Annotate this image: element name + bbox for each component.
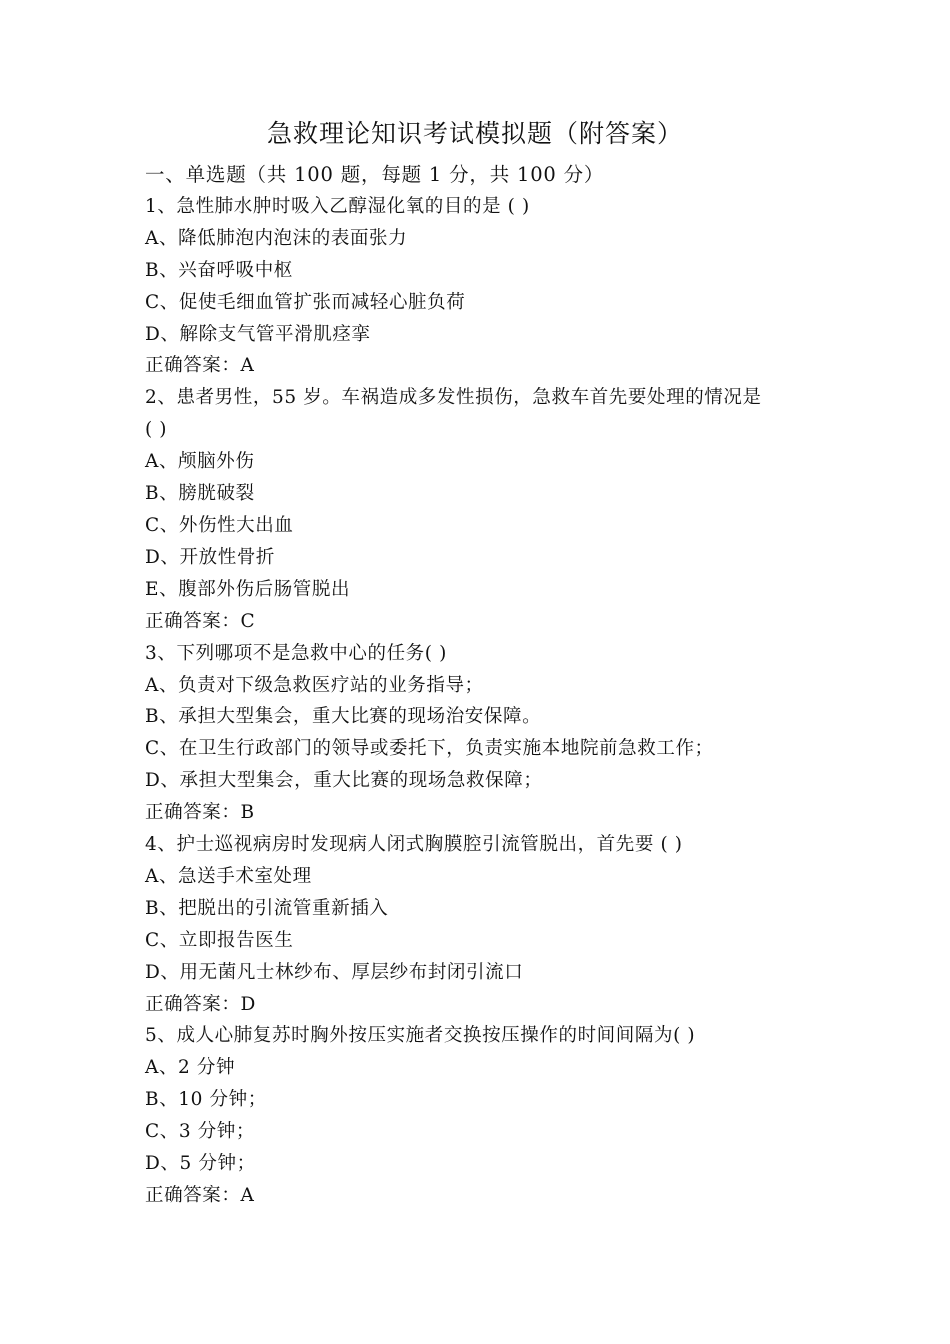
question-stem: 4、护士巡视病房时发现病人闭式胸膜腔引流管脱出，首先要 ( ) xyxy=(145,834,683,856)
option-c: C、促使毛细血管扩张而减轻心脏负荷 xyxy=(145,291,466,313)
correct-answer: 正确答案：A xyxy=(145,355,255,377)
correct-answer: 正确答案：A xyxy=(145,1185,255,1206)
question-stem: 2、患者男性，55 岁。车祸造成多发性损伤，急救车首先要处理的情况是 xyxy=(145,387,762,409)
option-a: A、负责对下级急救医疗站的业务指导； xyxy=(145,674,484,696)
option-b: B、膀胱破裂 xyxy=(145,483,255,505)
correct-answer: 正确答案：C xyxy=(145,610,256,632)
option-c: C、在卫生行政部门的领导或委托下，负责实施本地院前急救工作； xyxy=(145,738,714,760)
question-block xyxy=(145,829,815,1020)
option-c: C、外伤性大出血 xyxy=(145,514,294,536)
option-c: C、3 分钟； xyxy=(145,1121,256,1143)
question-block xyxy=(145,382,815,637)
option-d: D、承担大型集会，重大比赛的现场急救保障； xyxy=(145,770,543,792)
option-d: D、开放性骨折 xyxy=(145,546,276,568)
option-b: B、把脱出的引流管重新插入 xyxy=(145,897,389,919)
question-stem: 5、成人心肺复苏时胸外按压实施者交换按压操作的时间间隔为( ) xyxy=(145,1025,696,1047)
option-e: E、腹部外伤后肠管脱出 xyxy=(145,578,351,600)
option-d: D、用无菌凡士林纱布、厚层纱布封闭引流口 xyxy=(145,961,524,983)
option-a: A、2 分钟 xyxy=(145,1057,236,1079)
question-block xyxy=(145,191,815,382)
option-c: C、立即报告医生 xyxy=(145,929,294,951)
option-b: B、10 分钟； xyxy=(145,1089,267,1111)
correct-answer: 正确答案：B xyxy=(145,802,255,824)
section-heading: 一、单选题（共 100 题，每题 1 分，共 100 分） xyxy=(145,163,605,186)
option-a: A、降低肺泡内泡沫的表面张力 xyxy=(145,227,408,249)
option-a: A、颅脑外伤 xyxy=(145,451,255,473)
question-stem-continuation: ( ) xyxy=(145,419,168,441)
option-a: A、急送手术室处理 xyxy=(145,865,312,887)
option-b: B、承担大型集会，重大比赛的现场治安保障。 xyxy=(145,706,542,728)
option-b: B、兴奋呼吸中枢 xyxy=(145,259,293,281)
question-stem: 1、急性肺水肿时吸入乙醇湿化氧的目的是 ( ) xyxy=(145,195,530,217)
page-title: 急救理论知识考试模拟题（附答案） xyxy=(266,119,683,148)
exam-content xyxy=(145,159,815,1212)
question-stem: 3、下列哪项不是急救中心的任务( ) xyxy=(145,642,447,664)
option-d: D、5 分钟； xyxy=(145,1153,256,1175)
option-d: D、解除支气管平滑肌痉挛 xyxy=(145,323,371,345)
question-block xyxy=(145,638,815,829)
correct-answer: 正确答案：D xyxy=(145,993,256,1015)
question-block xyxy=(145,1020,815,1211)
